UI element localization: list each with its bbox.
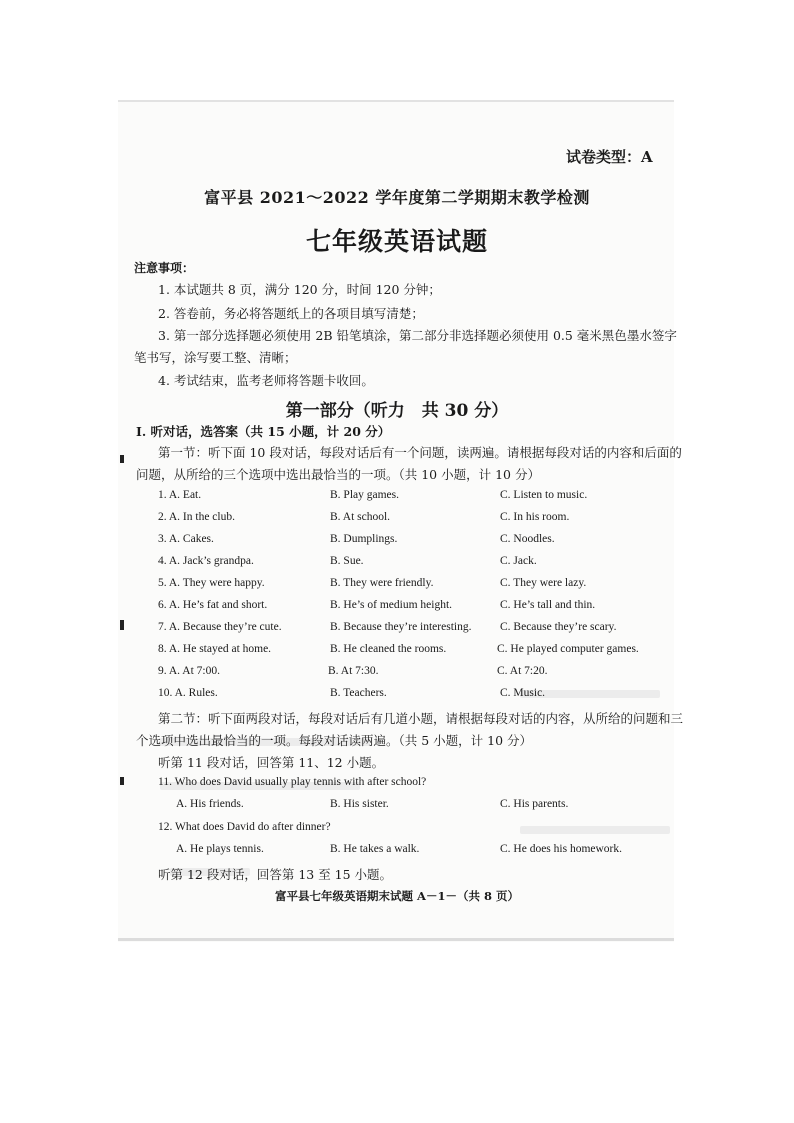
question-7-option-b: B. Because they’re interesting. (330, 621, 472, 633)
question-4-option-b: B. Sue. (330, 555, 364, 567)
question-2-option-a: 2. A. In the club. (158, 511, 235, 523)
question-12-option-c: C. He does his homework. (500, 843, 623, 855)
question-11-option-b: B. His sister. (330, 798, 389, 810)
question-5-option-b: B. They were friendly. (330, 577, 434, 589)
question-6-option-a: 6. A. He’s fat and short. (158, 599, 268, 611)
page-top-edge (118, 100, 674, 102)
question-5-option-c: C. They were lazy. (500, 577, 587, 589)
question-3-option-c: C. Noodles. (500, 533, 555, 545)
question-11-option-a: A. His friends. (176, 798, 244, 810)
dialog-11-instruction: 听第 11 段对话，回答第 11、12 小题。 (158, 755, 385, 770)
notes-heading: 注意事项： (134, 261, 195, 275)
question-8-option-c: C. He played computer games. (497, 643, 639, 655)
section1-instructions: 问题，从所给的三个选项中选出最恰当的一项。（共 10 小题，计 10 分） (136, 467, 540, 482)
question-6-option-b: B. He’s of medium height. (330, 599, 453, 611)
question-9-option-a: 9. A. At 7:00. (158, 665, 220, 677)
question-10-option-c: C. Music. (500, 687, 546, 699)
note-item: 1. 本试题共 8 页，满分 120 分，时间 120 分钟； (158, 282, 441, 297)
question-7-option-a: 7. A. Because they’re cute. (158, 621, 282, 633)
bleed-through-mark (520, 826, 670, 834)
question-5-option-a: 5. A. They were happy. (158, 577, 265, 589)
question-9-option-b: B. At 7:30. (328, 665, 379, 677)
exam-title: 七年级英语试题 (305, 227, 488, 256)
note-item: 笔书写，涂写要工整、清晰； (134, 350, 297, 365)
note-item: 3. 第一部分选择题必须使用 2B 铅笔填涂，第二部分非选择题必须使用 0.5 毫米黑色墨水签字 (158, 328, 677, 343)
question-11-stem: 11. Who does David usually play tennis with after school? (158, 776, 427, 788)
margin-mark (120, 777, 124, 785)
page-footer: 富平县七年级英语期末试题 A－1－（共 8 页） (275, 889, 519, 903)
question-12-stem: 12. What does David do after dinner? (158, 821, 331, 833)
dialog-12-instruction: 听第 12 段对话，回答第 13 至 15 小题。 (158, 867, 393, 882)
question-8-option-b: B. He cleaned the rooms. (330, 643, 447, 655)
part-one-title: 第一部分（听力 共 30 分） (285, 401, 509, 421)
margin-mark (120, 620, 124, 630)
question-6-option-c: C. He’s tall and thin. (500, 599, 596, 611)
question-2-option-c: C. In his room. (500, 511, 570, 523)
paper-type: 试卷类型：A (566, 148, 653, 166)
section2-instructions: 第二节：听下面两段对话，每段对话后有几道小题，请根据每段对话的内容，从所给的问题和三 (158, 711, 684, 726)
note-item: 2. 答卷前，务必将答题纸上的各项目填写清楚； (158, 306, 424, 321)
question-10-option-b: B. Teachers. (330, 687, 387, 699)
margin-mark (120, 455, 124, 463)
section1-instructions: 第一节：听下面 10 段对话，每段对话后有一个问题，读两遍。请根据每段对话的内容和后面的 (158, 445, 682, 460)
note-item: 4. 考试结束，监考老师将答题卡收回。 (158, 373, 374, 388)
question-8-option-a: 8. A. He stayed at home. (158, 643, 272, 655)
question-7-option-c: C. Because they’re scary. (500, 621, 617, 633)
question-10-option-a: 10. A. Rules. (158, 687, 218, 699)
question-12-option-a: A. He plays tennis. (176, 843, 264, 855)
question-4-option-a: 4. A. Jack’s grandpa. (158, 555, 254, 567)
exam-subtitle: 富平县 2021～2022 学年度第二学期期末教学检测 (204, 188, 590, 207)
question-3-option-b: B. Dumplings. (330, 533, 398, 545)
question-12-option-b: B. He takes a walk. (330, 843, 420, 855)
question-11-option-c: C. His parents. (500, 798, 569, 810)
question-1-option-c: C. Listen to music. (500, 489, 588, 501)
section-heading: Ⅰ. 听对话，选答案（共 15 小题，计 20 分） (136, 424, 391, 439)
question-9-option-c: C. At 7:20. (497, 665, 548, 677)
section2-instructions: 个选项中选出最恰当的一项。每段对话读两遍。（共 5 小题，计 10 分） (136, 733, 533, 748)
question-1-option-b: B. Play games. (330, 489, 399, 501)
question-3-option-a: 3. A. Cakes. (158, 533, 214, 545)
question-1-option-a: 1. A. Eat. (158, 489, 202, 501)
question-2-option-b: B. At school. (330, 511, 391, 523)
page-bottom-edge (118, 938, 674, 941)
question-4-option-c: C. Jack. (500, 555, 537, 567)
